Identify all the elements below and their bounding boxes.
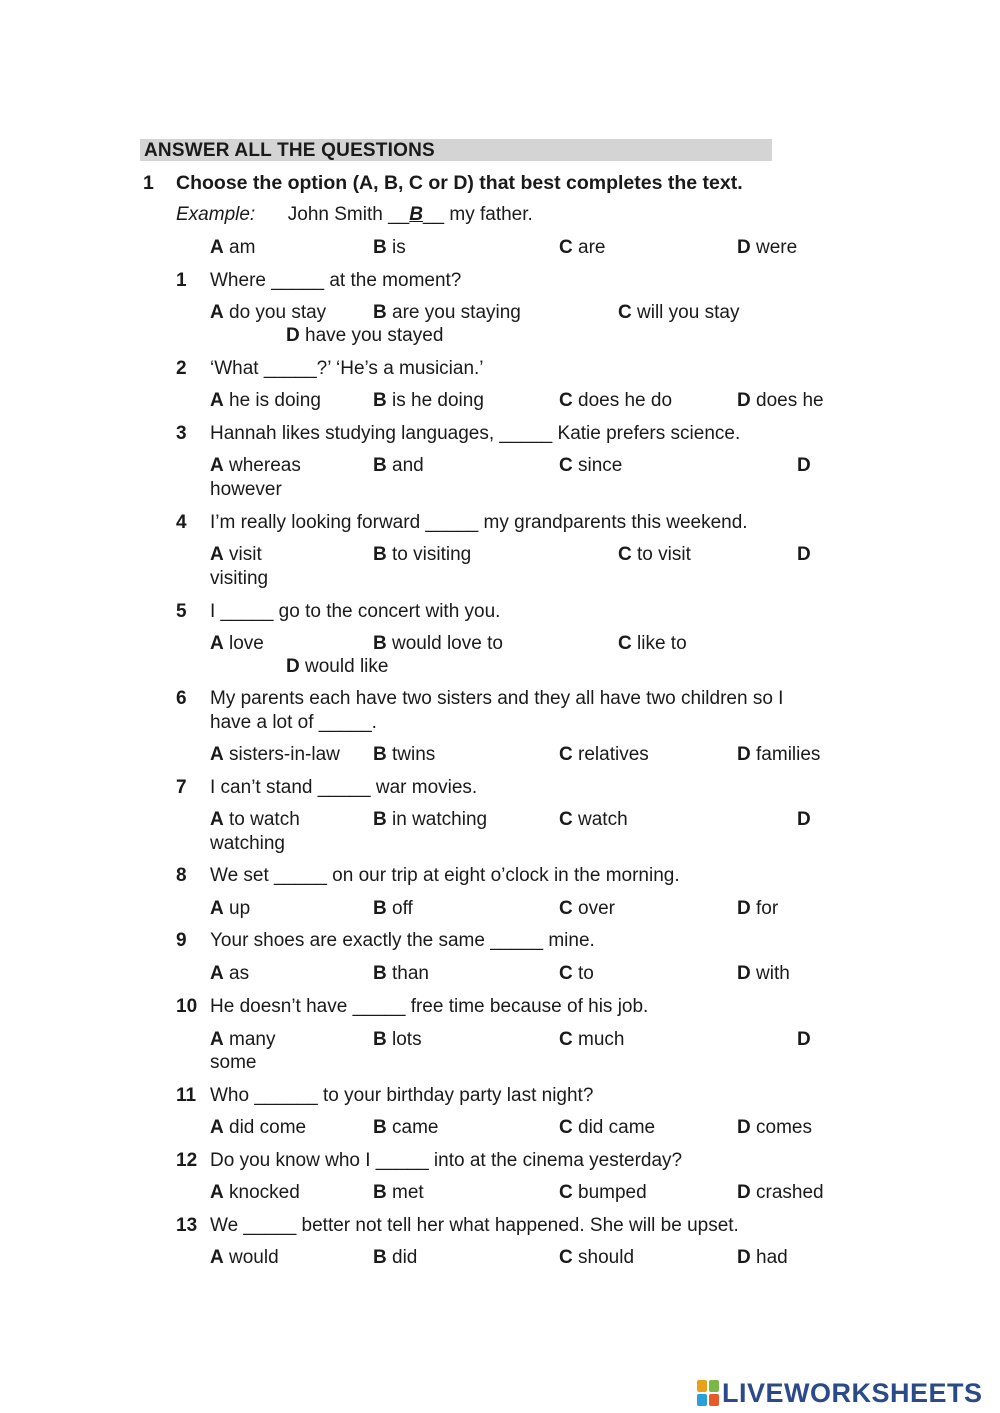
q3-option-b[interactable]	[373, 455, 424, 477]
logo-mark-icon	[697, 1380, 719, 1406]
option-letter: C	[559, 1247, 573, 1268]
option-text: to watch	[229, 809, 300, 830]
option-text: visiting	[210, 568, 269, 589]
q13-option-a[interactable]	[210, 1247, 279, 1269]
option-text: lots	[392, 1029, 422, 1050]
option-letter: D	[797, 1029, 811, 1050]
q6-option-a[interactable]	[210, 744, 340, 766]
option-text: comes	[756, 1117, 812, 1138]
option-letter: B	[373, 390, 387, 411]
option-text: like to	[637, 633, 687, 654]
option-text: over	[578, 898, 615, 919]
option-letter: D	[737, 1247, 751, 1268]
q2-option-d[interactable]	[737, 390, 824, 412]
option-text: than	[392, 963, 429, 984]
option-text: visit	[229, 544, 262, 565]
option-text: will you stay	[637, 302, 740, 323]
q5-option-c[interactable]	[618, 633, 687, 655]
option-letter: B	[373, 1247, 387, 1268]
option-text: is	[392, 237, 406, 258]
option-text: is he doing	[392, 390, 484, 411]
option-letter: B	[373, 1029, 387, 1050]
option-text: did come	[229, 1117, 307, 1138]
example-after: __ my father.	[422, 204, 533, 225]
option-letter: C	[559, 744, 573, 765]
q9-option-b[interactable]	[373, 963, 429, 985]
q8-option-d[interactable]	[737, 898, 778, 920]
option-letter: B	[373, 898, 387, 919]
option-text: as	[229, 963, 250, 984]
question-number: 10	[176, 996, 198, 1017]
option-text: off	[392, 898, 413, 919]
q9-option-d[interactable]	[737, 963, 790, 985]
q13-option-c[interactable]	[559, 1247, 634, 1269]
option-letter: C	[559, 1117, 573, 1138]
q6-option-c[interactable]	[559, 744, 649, 766]
option-letter: D	[286, 656, 300, 677]
example-answer: B	[409, 204, 423, 225]
option-letter: D	[286, 325, 300, 346]
q4-option-b[interactable]	[373, 544, 471, 566]
option-text: did came	[578, 1117, 656, 1138]
option-text: bumped	[578, 1182, 647, 1203]
question-text: I’m really looking forward _____ my grandparents this weekend.	[210, 512, 748, 533]
option-text: twins	[392, 744, 436, 765]
question-text: Your shoes are exactly the same _____ mine.	[210, 930, 595, 951]
q7-option-b[interactable]	[373, 809, 487, 831]
option-letter: A	[210, 963, 224, 984]
section-instruction: Choose the option (A, B, C or D) that best completes the text.	[176, 172, 743, 194]
option-letter: C	[559, 963, 573, 984]
q12-option-c[interactable]	[559, 1182, 647, 1204]
option-letter: C	[559, 1029, 573, 1050]
question-number: 13	[176, 1215, 198, 1236]
question-number: 7	[176, 777, 187, 798]
option-letter: B	[373, 237, 387, 258]
option-letter: C	[559, 390, 573, 411]
option-letter: B	[373, 1182, 387, 1203]
option-letter: A	[210, 237, 224, 258]
q2-option-b[interactable]	[373, 390, 484, 412]
option-text: he is doing	[229, 390, 321, 411]
option-text: watch	[578, 809, 628, 830]
q1-option-b[interactable]	[373, 302, 521, 324]
q12-option-a[interactable]	[210, 1182, 300, 1204]
q8-option-a[interactable]	[210, 898, 250, 920]
option-text: have you stayed	[305, 325, 444, 346]
example-option-a[interactable]	[210, 237, 255, 259]
question-text: Do you know who I _____ into at the cinema yesterday?	[210, 1150, 683, 1171]
question-number: 2	[176, 358, 187, 379]
q5-option-b[interactable]	[373, 633, 503, 655]
option-letter: A	[210, 898, 224, 919]
option-letter: D	[797, 809, 811, 830]
example-label: Example:	[176, 204, 256, 225]
option-letter: B	[373, 1117, 387, 1138]
option-letter: D	[737, 898, 751, 919]
q11-option-a[interactable]	[210, 1117, 306, 1139]
q8-option-c[interactable]	[559, 898, 615, 920]
option-text: relatives	[578, 744, 649, 765]
option-text: sisters-in-law	[229, 744, 340, 765]
option-letter: D	[797, 455, 811, 476]
option-letter: A	[210, 809, 224, 830]
option-text: to visiting	[392, 544, 472, 565]
option-letter: A	[210, 744, 224, 765]
option-text: much	[578, 1029, 625, 1050]
option-text: does he	[756, 390, 824, 411]
option-text: watching	[210, 833, 285, 854]
option-letter: A	[210, 455, 224, 476]
question-number: 12	[176, 1150, 198, 1171]
question-number: 8	[176, 865, 187, 886]
q12-option-d[interactable]	[737, 1182, 824, 1204]
option-letter: A	[210, 633, 224, 654]
example-line	[176, 204, 533, 226]
q10-option-b[interactable]	[373, 1029, 422, 1051]
option-text: would	[229, 1247, 279, 1268]
question-text: Where _____ at the moment?	[210, 270, 462, 291]
q1-option-d[interactable]	[286, 325, 443, 347]
q7-option-c[interactable]	[559, 809, 628, 831]
question-text: We _____ better not tell her what happened. She will be upset.	[210, 1215, 739, 1236]
logo-text: LIVEWORKSHEETS	[722, 1377, 983, 1408]
q12-option-b[interactable]	[373, 1182, 424, 1204]
option-letter: A	[210, 1029, 224, 1050]
option-text: since	[578, 455, 623, 476]
option-text: with	[756, 963, 790, 984]
section-banner	[140, 139, 772, 161]
option-text: are	[578, 237, 606, 258]
option-text: whereas	[229, 455, 301, 476]
option-letter: B	[373, 744, 387, 765]
option-letter: C	[559, 455, 573, 476]
option-letter: B	[373, 544, 387, 565]
q6-option-b[interactable]	[373, 744, 435, 766]
option-letter: C	[559, 898, 573, 919]
option-letter: B	[373, 963, 387, 984]
option-letter: D	[737, 390, 751, 411]
option-letter: C	[559, 237, 573, 258]
option-letter: A	[210, 1182, 224, 1203]
question-text: Hannah likes studying languages, _____ Katie prefers science.	[210, 423, 741, 444]
question-text-line2: have a lot of _____.	[210, 712, 377, 733]
option-letter: B	[373, 302, 387, 323]
question-text: We set _____ on our trip at eight o’clock in the morning.	[210, 865, 680, 886]
question-text: I can’t stand _____ war movies.	[210, 777, 478, 798]
option-text: are you staying	[392, 302, 521, 323]
option-text: for	[756, 898, 779, 919]
option-letter: D	[737, 1182, 751, 1203]
option-text: some	[210, 1052, 257, 1073]
option-letter: B	[373, 633, 387, 654]
option-letter: C	[618, 633, 632, 654]
option-letter: C	[559, 1182, 573, 1203]
q10-option-c[interactable]	[559, 1029, 624, 1051]
q5-option-d[interactable]	[286, 656, 388, 678]
option-text: love	[229, 633, 264, 654]
option-letter: A	[210, 1117, 224, 1138]
option-text: and	[392, 455, 424, 476]
q8-option-b[interactable]	[373, 898, 413, 920]
option-text: did	[392, 1247, 418, 1268]
q13-option-b[interactable]	[373, 1247, 417, 1269]
option-letter: D	[737, 237, 751, 258]
option-text: does he do	[578, 390, 673, 411]
option-letter: D	[737, 963, 751, 984]
example-option-b[interactable]	[373, 237, 406, 259]
option-text: met	[392, 1182, 424, 1203]
q7-option-a[interactable]	[210, 809, 300, 831]
q2-option-c[interactable]	[559, 390, 672, 412]
option-letter: B	[373, 809, 387, 830]
section-number: 1	[143, 172, 154, 194]
question-text: ‘What _____?’ ‘He’s a musician.’	[210, 358, 484, 379]
question-text: I _____ go to the concert with you.	[210, 601, 501, 622]
q9-option-c[interactable]	[559, 963, 594, 985]
q1-option-a[interactable]	[210, 302, 326, 324]
option-text: am	[229, 237, 256, 258]
question-number: 3	[176, 423, 187, 444]
option-text: would love to	[392, 633, 503, 654]
option-text: were	[756, 237, 798, 258]
option-text: however	[210, 479, 282, 500]
option-text: should	[578, 1247, 635, 1268]
option-letter: D	[737, 744, 751, 765]
q9-option-a[interactable]	[210, 963, 249, 985]
q11-option-c[interactable]	[559, 1117, 655, 1139]
option-letter: D	[737, 1117, 751, 1138]
example-option-c[interactable]	[559, 237, 605, 259]
option-letter: C	[559, 809, 573, 830]
option-text: knocked	[229, 1182, 300, 1203]
q4-option-a[interactable]	[210, 544, 262, 566]
q13-option-d[interactable]	[737, 1247, 788, 1269]
question-number: 4	[176, 512, 187, 533]
q6-option-d[interactable]	[737, 744, 820, 766]
option-letter: C	[618, 544, 632, 565]
liveworksheets-logo	[697, 1378, 983, 1408]
option-text: to visit	[637, 544, 691, 565]
question-number: 6	[176, 688, 187, 709]
q2-option-a[interactable]	[210, 390, 321, 412]
option-text: would like	[305, 656, 389, 677]
option-letter: D	[797, 544, 811, 565]
option-text: up	[229, 898, 251, 919]
option-text: came	[392, 1117, 439, 1138]
q10-option-a[interactable]	[210, 1029, 275, 1051]
option-text: do you stay	[229, 302, 327, 323]
example-before: John Smith __	[287, 204, 410, 225]
option-text: had	[756, 1247, 788, 1268]
q11-option-d[interactable]	[737, 1117, 812, 1139]
option-letter: A	[210, 1247, 224, 1268]
question-number: 5	[176, 601, 187, 622]
option-letter: C	[618, 302, 632, 323]
q3-option-a[interactable]	[210, 455, 301, 477]
question-number: 1	[176, 270, 187, 291]
option-letter: B	[373, 455, 387, 476]
option-letter: A	[210, 390, 224, 411]
q5-option-a[interactable]	[210, 633, 264, 655]
option-letter: A	[210, 544, 224, 565]
q1-option-c[interactable]	[618, 302, 739, 324]
question-text: My parents each have two sisters and they all have two children so I	[210, 688, 784, 709]
option-text: to	[578, 963, 594, 984]
option-text: families	[756, 744, 821, 765]
option-text: in watching	[392, 809, 488, 830]
option-text: crashed	[756, 1182, 824, 1203]
option-letter: A	[210, 302, 224, 323]
q3-option-c[interactable]	[559, 455, 622, 477]
example-option-d[interactable]	[737, 237, 797, 259]
q4-option-c[interactable]	[618, 544, 691, 566]
q11-option-b[interactable]	[373, 1117, 438, 1139]
question-number: 11	[176, 1085, 197, 1106]
question-text: Who ______ to your birthday party last night?	[210, 1085, 594, 1106]
banner-title: ANSWER ALL THE QUESTIONS	[144, 140, 435, 161]
question-text: He doesn’t have _____ free time because of his job.	[210, 996, 649, 1017]
option-text: many	[229, 1029, 276, 1050]
question-number: 9	[176, 930, 187, 951]
